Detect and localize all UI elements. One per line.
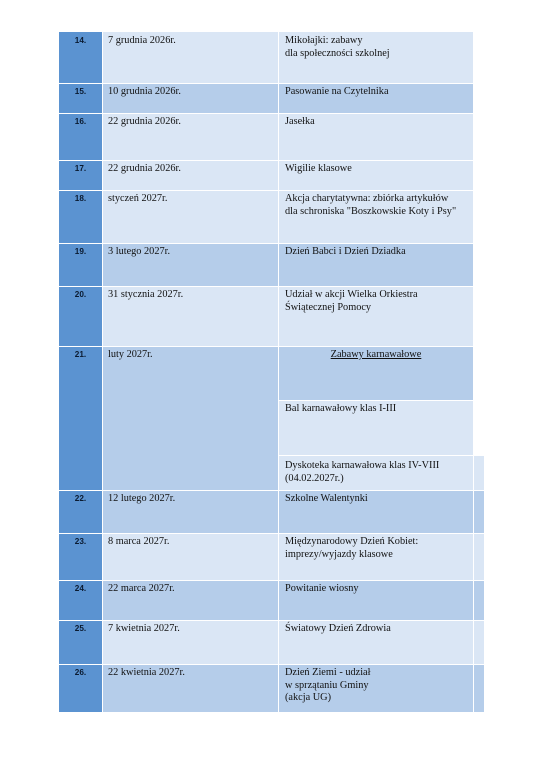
event-text-line: (akcja UG): [285, 692, 332, 703]
event-description: [279, 160, 473, 190]
row-divider: [59, 346, 473, 347]
event-description: [279, 664, 473, 712]
event-date: 22 kwietnia 2027r.: [103, 664, 279, 712]
event-date: 22 grudnia 2026r.: [103, 113, 279, 160]
row-number: 17.: [59, 160, 103, 190]
event-date: styczeń 2027r.: [103, 190, 279, 243]
event-date: 31 stycznia 2027r.: [103, 286, 279, 346]
event-text-line: Międzynarodowy Dzień Kobiet:: [285, 536, 419, 547]
event-text-line: Jasełka: [285, 116, 315, 127]
event-text-line: Szkolne Walentynki: [285, 493, 368, 504]
row-number: 24.: [59, 580, 103, 620]
event-text-line: Dzień Ziemi - udział: [285, 667, 371, 678]
row-divider: [59, 490, 484, 491]
event-text-line: Zabawy karnawałowe: [330, 349, 422, 360]
row-divider: [59, 533, 484, 534]
event-text-line: dla społeczności szkolnej: [285, 47, 390, 59]
event-description: [279, 580, 473, 620]
row-divider: [59, 620, 484, 621]
event-text-line: Udział w akcji Wielka Orkiestra: [285, 289, 418, 300]
event-date: 7 grudnia 2026r.: [103, 32, 279, 83]
event-description: [279, 243, 473, 286]
column-divider: [473, 455, 474, 712]
row-number: 16.: [59, 113, 103, 160]
event-text-line: Mikołajki: zabawy: [285, 35, 363, 46]
row-number: 23.: [59, 533, 103, 580]
event-text-line: Wigilie klasowe: [285, 163, 352, 174]
sub-row-divider: [279, 455, 484, 456]
table-edge-cell: [473, 455, 484, 490]
row-divider: [59, 286, 473, 287]
row-number: 26.: [59, 664, 103, 712]
event-date: 3 lutego 2027r.: [103, 243, 279, 286]
row-divider: [59, 83, 473, 84]
table-edge-cell: [473, 490, 484, 533]
event-text-line: Akcja charytatywna: zbiórka artykułów: [285, 193, 449, 204]
row-divider: [59, 113, 473, 114]
event-text-line: w sprzątaniu Gminy: [285, 679, 369, 691]
sub-row-divider: [279, 400, 473, 401]
event-description: [279, 533, 473, 580]
event-description: [279, 83, 473, 113]
event-date: luty 2027r.: [103, 346, 279, 490]
table-edge-cell: [473, 664, 484, 712]
event-description: [279, 190, 473, 243]
table-edge-cell: [473, 533, 484, 580]
event-date: 7 kwietnia 2027r.: [103, 620, 279, 664]
event-description: [279, 620, 473, 664]
event-date: 22 grudnia 2026r.: [103, 160, 279, 190]
event-date: 10 grudnia 2026r.: [103, 83, 279, 113]
event-text-line: Świątecznej Pomocy: [285, 301, 372, 313]
row-number: 18.: [59, 190, 103, 243]
event-text-line: Dyskoteka karnawałowa klas IV-VIII: [285, 460, 440, 471]
event-text-line: dla schroniska "Boszkowskie Koty i Psy": [285, 205, 457, 217]
row-number: 15.: [59, 83, 103, 113]
row-number: 22.: [59, 490, 103, 533]
event-text-line: Pasowanie na Czytelnika: [285, 86, 389, 97]
row-number: 20.: [59, 286, 103, 346]
row-divider: [59, 664, 484, 665]
event-date: 12 lutego 2027r.: [103, 490, 279, 533]
event-text-line: Bal karnawałowy klas I-III: [285, 403, 397, 414]
event-description: [279, 113, 473, 160]
table-edge-cell: [473, 620, 484, 664]
event-date: 8 marca 2027r.: [103, 533, 279, 580]
event-description: [279, 490, 473, 533]
row-divider: [59, 580, 484, 581]
event-text-line: Światowy Dzień Zdrowia: [285, 623, 391, 634]
event-text-line: Dzień Babci i Dzień Dziadka: [285, 246, 406, 257]
row-number: 14.: [59, 32, 103, 83]
row-divider: [59, 243, 473, 244]
event-description: [279, 286, 473, 346]
event-description: [279, 32, 473, 83]
row-number: 21.: [59, 346, 103, 490]
row-number: 25.: [59, 620, 103, 664]
row-number: 19.: [59, 243, 103, 286]
row-divider: [59, 160, 473, 161]
table-edge-cell: [473, 580, 484, 620]
row-divider: [59, 190, 473, 191]
event-description: [279, 455, 473, 490]
event-text-line: imprezy/wyjazdy klasowe: [285, 548, 393, 560]
event-text-line: (04.02.2027r.): [285, 472, 344, 484]
event-date: 22 marca 2027r.: [103, 580, 279, 620]
event-description: [279, 400, 473, 455]
event-text-line: Powitanie wiosny: [285, 583, 359, 594]
event-description: [279, 346, 473, 400]
